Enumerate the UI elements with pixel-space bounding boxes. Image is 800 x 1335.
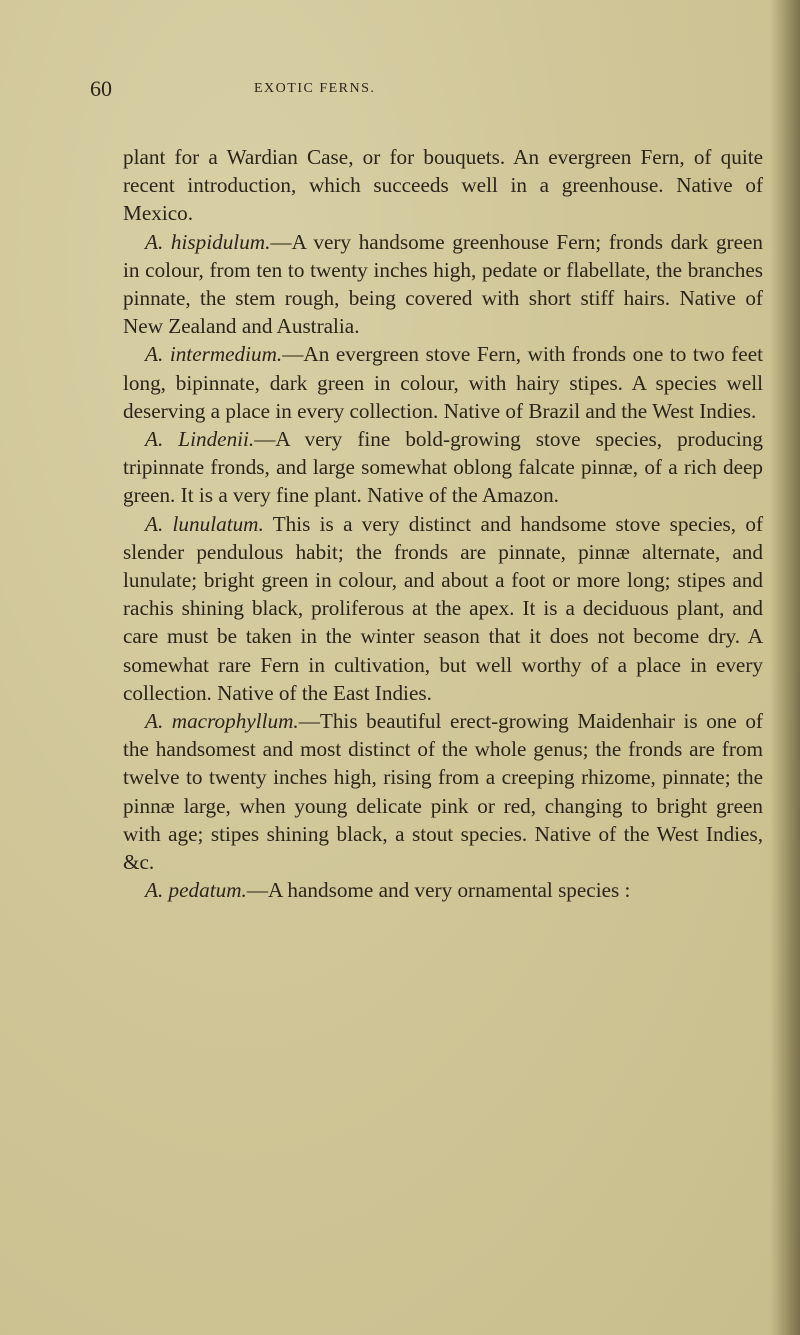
paragraph-intermedium (123, 340, 763, 425)
paragraph-text: An evergreen stove Fern, with fronds one to two feet long, bipinnate, dark green in colour, with hairy stipes. A species well deserving a place in every collection. Native of Brazil and the West Indies. (123, 342, 763, 423)
separator: — (270, 229, 292, 254)
paragraph-lindenii (123, 425, 763, 510)
separator: — (246, 878, 268, 903)
paragraph-lunulatum (123, 510, 763, 707)
paragraph-macrophyllum (123, 707, 763, 876)
species-name: A. macrophyllum. (145, 709, 299, 734)
species-name: A. hispidulum. (145, 229, 271, 254)
paragraph-text: This is a very distinct and handsome stove species, of slender pendulous habit; the fronds are pinnate, pinnæ alternate, and lunulate; bright green in colour, and about a foot or more long; stipes and rachis shining black, proliferous at the apex. It is a deciduous plant, and care must be taken in the winter season that it does not become dry. A somewhat rare Fern in cultivation, but well worthy of a place in every collection. Native of the East Indies. (123, 511, 764, 705)
species-name: A. intermedium. (145, 342, 283, 367)
separator: — (254, 427, 276, 452)
body-text (123, 143, 763, 904)
page-number: 60 (90, 76, 112, 101)
paragraph-continuation (123, 143, 763, 228)
paragraph-text: A very fine bold-growing stove species, producing tripinnate fronds, and large somewhat oblong falcate pinnæ, of a rich deep green. It is a very fine plant. Native of the Amazon. (123, 427, 763, 508)
running-title: EXOTIC FERNS. (254, 81, 376, 96)
separator (264, 512, 273, 536)
paragraph-text: plant for a Wardian Case, or for bouquets. An evergreen Fern, of quite recent introduction, which succeeds well in a greenhouse. Native of Mexico. (123, 145, 763, 226)
paragraph-text: This beautiful erect-growing Maidenhair is one of the handsomest and most distinct of the whole genus; the fronds are from twelve to twenty inches high, rising from a creeping rhizome, pinnate; the pinnæ large, when young delicate pink or red, changing to bright green with age; stipes shining black, a stout species. Native of the West Indies, &c. (123, 709, 763, 875)
paragraph-text: A handsome and very ornamental species : (268, 878, 631, 903)
paragraph-pedatum (123, 876, 763, 904)
paragraph-hispidulum (123, 228, 763, 341)
paragraph-text: A very handsome greenhouse Fern; fronds dark green in colour, from ten to twenty inches high, pedate or flabellate, the branches pinnate, the stem rough, being covered with short stiff hairs. Native of New Zealand and Australia. (123, 229, 763, 339)
species-name: A. pedatum. (145, 878, 247, 903)
separator: — (282, 342, 304, 367)
species-name: A. lunulatum. (145, 511, 264, 536)
running-head (0, 76, 800, 106)
separator: — (298, 709, 320, 734)
species-name: A. Lindenii. (145, 427, 255, 452)
